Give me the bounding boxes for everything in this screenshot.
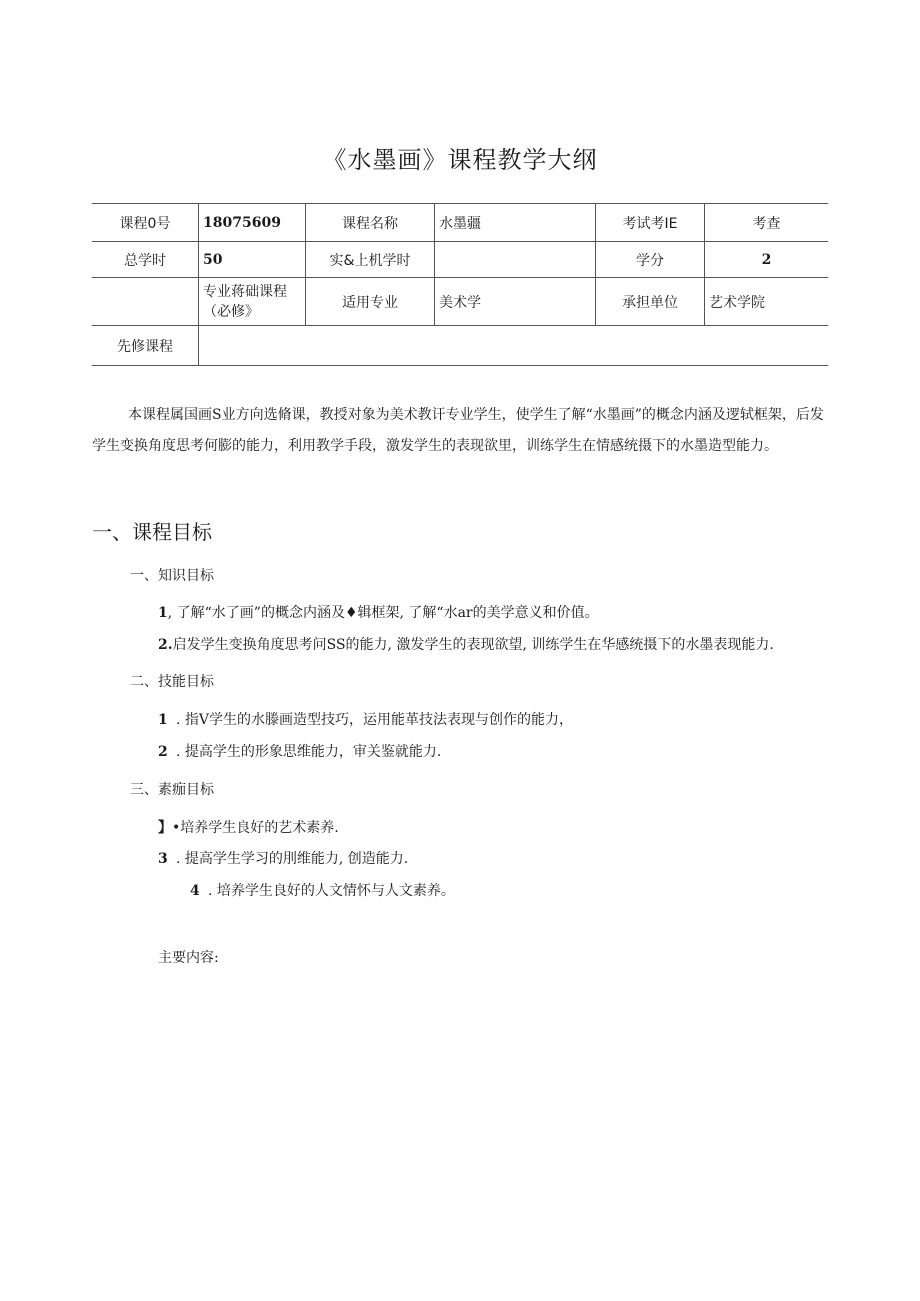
list-item-number: 】 <box>158 820 172 836</box>
total-hours-value: 50 <box>199 242 306 278</box>
list-item-text: 启发学生变换角度思考问SS的能力, 激发学生的表现欲望, 训练学生在华感统摄下的水墨表现能力. <box>172 637 774 653</box>
list-item-text: . 提高学生学习的刖维能力, 创造能力. <box>176 851 409 867</box>
course-type-label <box>92 278 199 326</box>
credits-value: 2 <box>705 242 829 278</box>
table-row <box>92 278 828 326</box>
exam-type-value: 考查 <box>705 204 829 242</box>
list-item-text: , 了解“水了画”的概念内涵及♦辑框架, 了解“水ar的美学意义和价值。 <box>167 605 599 621</box>
list-item-number: 2. <box>158 637 173 653</box>
total-hours-label: 总学时 <box>92 242 199 278</box>
major-label: 适用专业 <box>306 278 435 326</box>
department-value: 艺术学院 <box>705 278 829 326</box>
prerequisite-label: 先修课程 <box>92 326 199 366</box>
intro-paragraph: 本课程属国画S业方向选脩课，教授对象为美术教讦专业学生，使学生了解“水墨画”的概念内涵及逻轼框架，后发学生变换角度思考何膨的能力，利用教学手段，激发学生的表现欲里，训练学生在情感统摄下的水墨造型能力。 <box>92 407 824 454</box>
knowledge-goals-heading: 一、知识目标 <box>130 568 214 584</box>
list-item-text: . 指V学生的水滕画造型技巧，运用能革技法表现与创作的能力， <box>176 712 574 728</box>
section-heading-course-goals: 一、课程目标 <box>92 520 212 544</box>
list-item-text: •培养学生良好的艺术素养. <box>172 820 339 836</box>
main-content-label: 主要内容: <box>158 950 219 966</box>
table-row <box>92 326 828 366</box>
lab-hours-value <box>435 242 596 278</box>
list-item <box>158 817 339 837</box>
skill-goals-heading: 二、技能目标 <box>130 674 214 690</box>
list-item-number: 1 <box>158 712 168 728</box>
course-name-value: 水墨疆 <box>435 204 596 242</box>
course-type-value: 专业蒋础课程（必修》 <box>199 278 306 326</box>
table-row <box>92 204 828 242</box>
exam-type-label: 考试考IE <box>596 204 705 242</box>
list-item <box>158 709 573 729</box>
list-item-text: . 提高学生的形象思维能力，审关鉴就能力. <box>176 744 442 760</box>
list-item-number: 1 <box>158 605 168 621</box>
list-item-number: 2 <box>158 744 168 760</box>
credits-label: 学分 <box>596 242 705 278</box>
course-name-label: 课程名称 <box>306 204 435 242</box>
list-item <box>190 880 455 900</box>
course-info-table <box>92 203 828 366</box>
course-code-value: 18075609 <box>199 204 306 242</box>
department-label: 承担单位 <box>596 278 705 326</box>
list-item <box>158 741 441 761</box>
page-title: 《水墨画》课程教学大纲 <box>322 146 598 174</box>
list-item-number: 4 <box>190 883 200 899</box>
table-row <box>92 242 828 278</box>
lab-hours-label: 实&上机学时 <box>306 242 435 278</box>
list-item <box>158 602 599 622</box>
major-value: 美术学 <box>435 278 596 326</box>
quality-goals-heading: 三、素痂目标 <box>130 782 214 798</box>
list-item-number: 3 <box>158 851 168 867</box>
course-code-label: 课程0号 <box>92 204 199 242</box>
list-item <box>158 848 408 868</box>
list-item <box>158 634 774 654</box>
list-item-text: . 培养学生良好的人文情怀与人文素养。 <box>208 883 455 899</box>
prerequisite-value <box>199 326 829 366</box>
